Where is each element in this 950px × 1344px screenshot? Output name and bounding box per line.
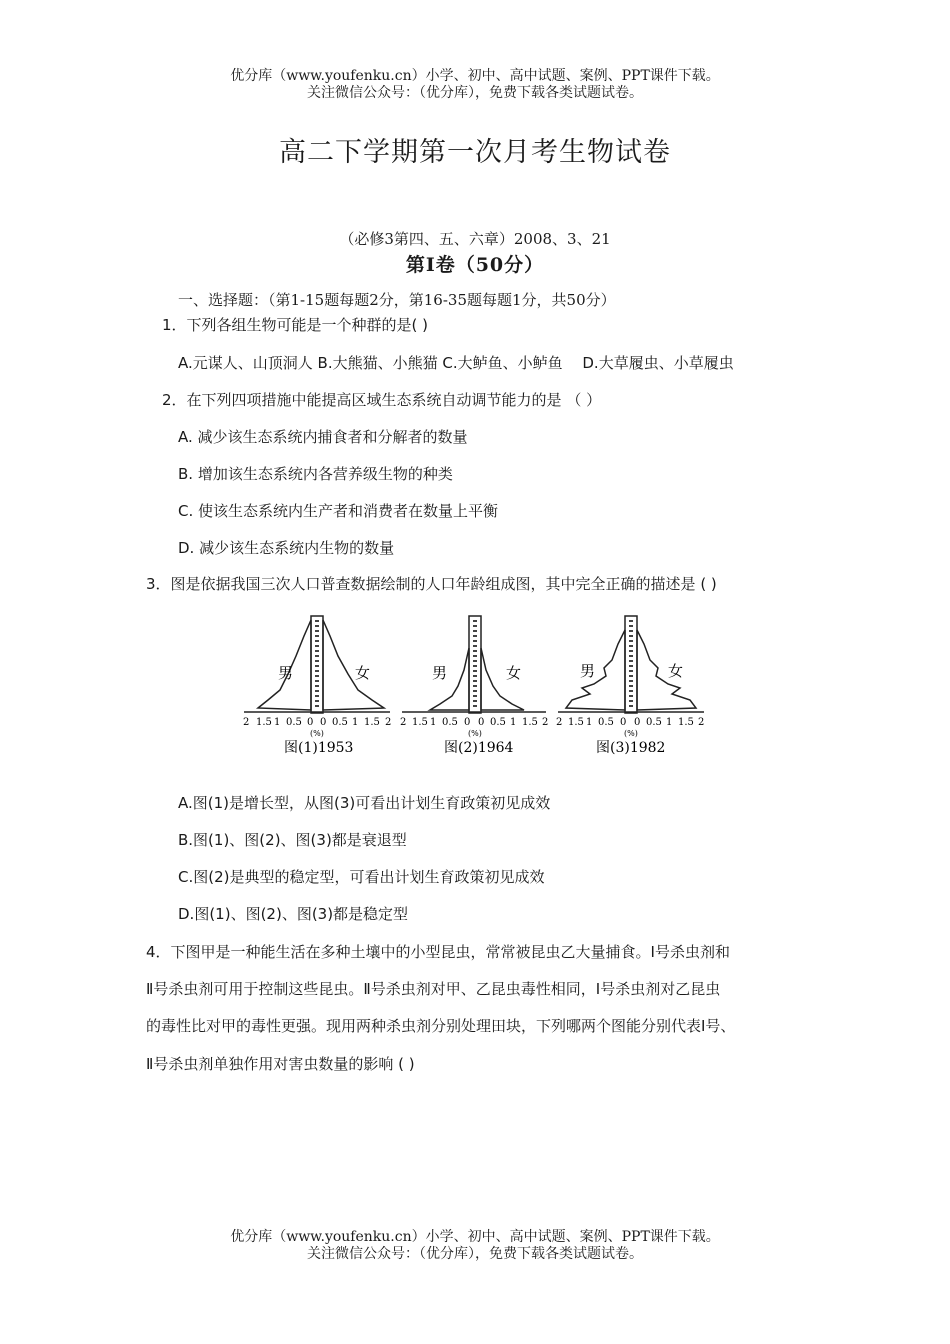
question-3-option-c: C.图(2)是典型的稳定型，可看出计划生育政策初见成效 [178, 868, 545, 886]
page-header [0, 68, 950, 102]
part-title: 第Ⅰ卷（50分） [405, 254, 545, 276]
page-title: 高二下学期第一次月考生物试卷 [279, 137, 671, 168]
tick-2-4: 0 [464, 717, 471, 728]
tick-2-8: 1.5 [522, 717, 538, 728]
tick-2-2: 1 [430, 717, 437, 728]
footer-line-1: 优分库（www.youfenku.cn）小学、初中、高中试题、案例、PPT课件下载。 [230, 1229, 720, 1245]
page-footer [0, 1229, 950, 1263]
axis-ticks-3 [556, 717, 704, 728]
tick-2-1: 1.5 [412, 717, 428, 728]
female-profile-1 [323, 620, 384, 710]
caption-1: 图(1)1953 [284, 740, 354, 756]
tick-1-0: 2 [243, 717, 250, 728]
question-3-stem: 3．图是依据我国三次人口普查数据绘制的人口年龄组成图，其中完全正确的描述是 ( ) [146, 575, 717, 593]
tick-2-7: 1 [510, 717, 517, 728]
question-3-option-d: D.图(1)、图(2)、图(3)都是稳定型 [178, 905, 409, 923]
tick-1-1: 1.5 [256, 717, 272, 728]
female-label-3: 女 [668, 662, 684, 680]
tick-3-6: 0.5 [646, 717, 662, 728]
male-label-1: 男 [278, 664, 294, 682]
question-3-option-b: B.图(1)、图(2)、图(3)都是衰退型 [178, 831, 407, 849]
question-2-stem: 2．在下列四项措施中能提高区域生态系统自动调节能力的是 （ ） [162, 391, 602, 409]
tick-1-8: 1.5 [364, 717, 380, 728]
population-pyramid-figure [240, 608, 710, 768]
tick-2-9: 2 [542, 717, 549, 728]
tick-3-9: 2 [698, 717, 705, 728]
female-label-2: 女 [506, 664, 522, 682]
male-label-3: 男 [580, 662, 596, 680]
axis-ticks-2 [400, 717, 548, 728]
question-2-option-a: A. 减少该生态系统内捕食者和分解者的数量 [178, 428, 468, 446]
question-4-stem-line-2: Ⅱ号杀虫剂可用于控制这些昆虫。Ⅱ号杀虫剂对甲、乙昆虫毒性相同，Ⅰ号杀虫剂对乙昆虫 [146, 980, 721, 998]
question-4-stem-line-1: 4．下图甲是一种能生活在多种土壤中的小型昆虫，常常被昆虫乙大量捕食。Ⅰ号杀虫剂和 [146, 943, 730, 961]
tick-2-5: 0 [478, 717, 485, 728]
caption-2: 图(2)1964 [444, 740, 514, 756]
pyramid-1964 [400, 616, 548, 756]
pyramid-svg [240, 608, 710, 768]
tick-2-3: 0.5 [442, 717, 458, 728]
tick-1-2: 1 [274, 717, 281, 728]
unit-label-2: (%) [468, 729, 482, 738]
female-label-1: 女 [355, 664, 371, 682]
tick-3-8: 1.5 [678, 717, 694, 728]
section-intro: 一、选择题：（第1-15题每题2分，第16-35题每题1分，共50分） [178, 291, 616, 309]
tick-1-4: 0 [307, 717, 314, 728]
axis-ticks-1 [243, 717, 391, 728]
tick-1-5: 0 [320, 717, 327, 728]
question-2-option-d: D. 减少该生态系统内生物的数量 [178, 539, 395, 557]
tick-3-7: 1 [666, 717, 673, 728]
tick-3-4: 0 [620, 717, 627, 728]
tick-2-0: 2 [400, 717, 407, 728]
question-4-stem-line-4: Ⅱ号杀虫剂单独作用对害虫数量的影响 ( ) [146, 1055, 415, 1073]
question-1-options: A.元谋人、山顶洞人 B.大熊猫、小熊猫 C.大鲈鱼、小鲈鱼 D.大草履虫、小草履虫 [178, 354, 734, 372]
tick-3-2: 1 [586, 717, 593, 728]
question-1-stem: 1．下列各组生物可能是一个种群的是( ) [162, 316, 429, 334]
tick-1-6: 0.5 [332, 717, 348, 728]
pyramid-1953 [243, 616, 391, 756]
unit-label-1: (%) [310, 729, 324, 738]
question-3-option-a: A.图(1)是增长型，从图(3)可看出计划生育政策初见成效 [178, 794, 551, 812]
tick-3-5: 0 [634, 717, 641, 728]
caption-3: 图(3)1982 [596, 740, 666, 756]
question-2-option-b: B. 增加该生态系统内各营养级生物的种类 [178, 465, 453, 483]
tick-1-3: 0.5 [286, 717, 302, 728]
pyramid-1982 [556, 616, 704, 756]
tick-1-7: 1 [352, 717, 359, 728]
tick-3-0: 2 [556, 717, 563, 728]
male-profile-3 [566, 630, 625, 710]
question-4-stem-line-3: 的毒性比对甲的毒性更强。现用两种杀虫剂分别处理田块，下列哪两个图能分别代表Ⅰ号、 [146, 1017, 736, 1035]
header-line-2: 关注微信公众号：（优分库），免费下载各类试题试卷。 [307, 85, 643, 101]
page-subtitle: （必修3第四、五、六章）2008、3、21 [339, 230, 611, 248]
tick-3-1: 1.5 [568, 717, 584, 728]
footer-line-2: 关注微信公众号：（优分库），免费下载各类试题试卷。 [307, 1246, 643, 1262]
question-2-option-c: C. 使该生态系统内生产者和消费者在数量上平衡 [178, 502, 499, 520]
unit-label-3: (%) [624, 729, 638, 738]
header-line-1: 优分库（www.youfenku.cn）小学、初中、高中试题、案例、PPT课件下载。 [230, 68, 720, 84]
tick-2-6: 0.5 [490, 717, 506, 728]
tick-3-3: 0.5 [598, 717, 614, 728]
female-profile-3 [637, 630, 696, 710]
tick-1-9: 2 [385, 717, 392, 728]
male-label-2: 男 [432, 664, 448, 682]
